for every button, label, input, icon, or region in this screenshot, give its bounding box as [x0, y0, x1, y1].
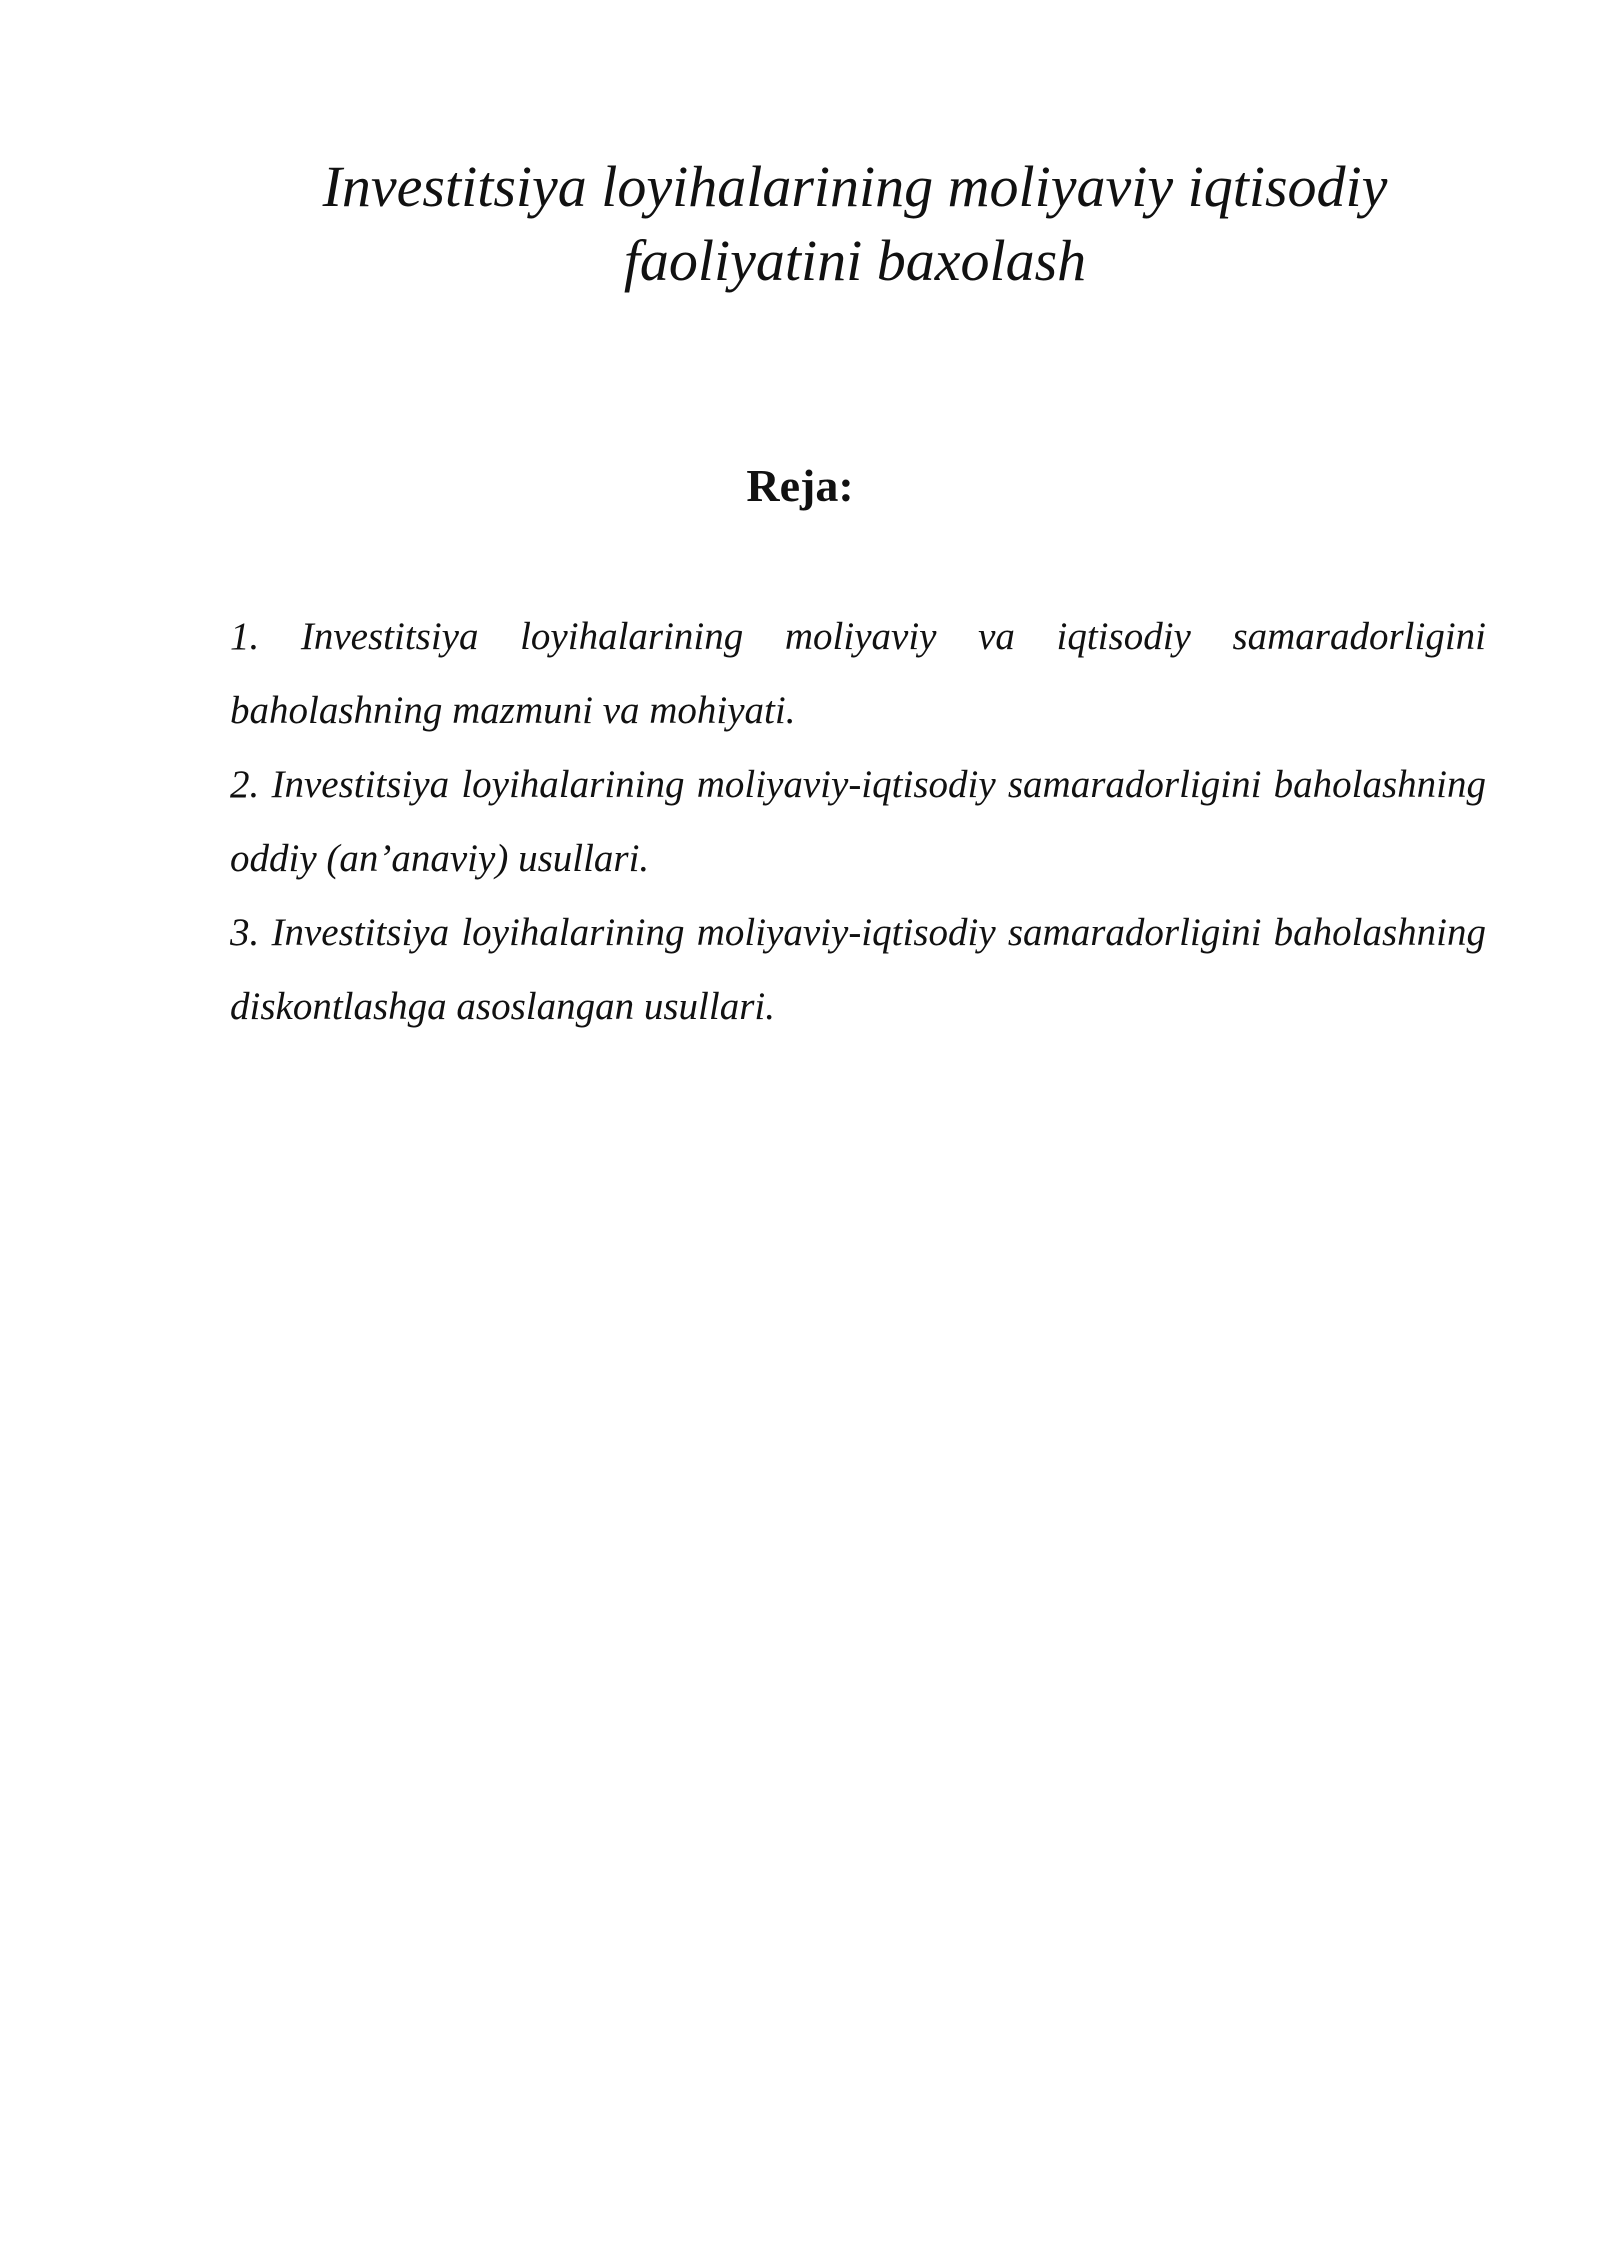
document-title-line-1: Investitsiya loyihalarining moliyaviy iqtisodiy [322, 154, 1388, 219]
plan-item-2: 2. Investitsiya loyihalarining moliyaviy-iqtisodiy samaradorligini baholashning oddiy (an’anaviy) usullari. [230, 763, 1486, 880]
document-title-line-2: faoliyatini baxolash [623, 228, 1087, 293]
document-title [230, 150, 1480, 298]
plan-item-1: 1. Investitsiya loyihalarining moliyaviy va iqtisodiy samaradorligini baholashning mazmuni va mohiyati. [230, 615, 1486, 732]
plan-heading: Reja: [746, 460, 854, 511]
plan-item-3: 3. Investitsiya loyihalarining moliyaviy-iqtisodiy samaradorligini baholashning diskontlashga asoslangan usullari. [230, 911, 1486, 1028]
plan-list [230, 600, 1486, 1044]
